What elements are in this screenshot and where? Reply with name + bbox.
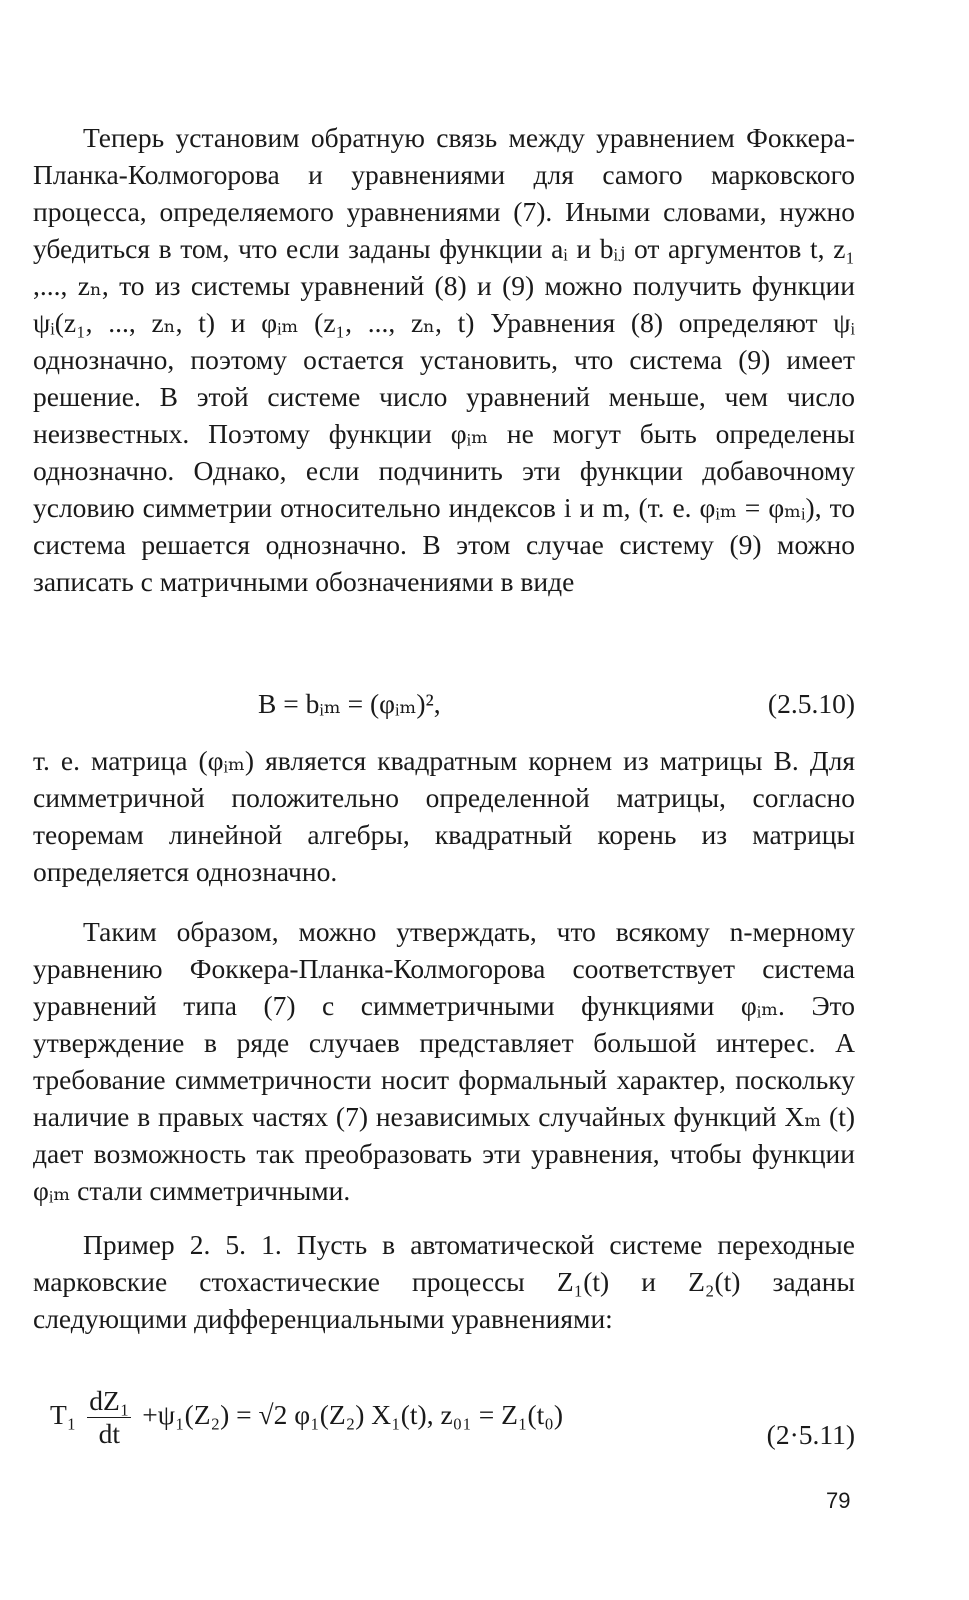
equation-number-2-5-11: (2·5.11) (766, 1419, 855, 1450)
formula-lhs-coefficient: T₁ (50, 1399, 77, 1430)
paragraph-1: Теперь установим обратную связь между уравнением Фоккера-Планка-Колмогорова и уравнениями для самого марковского процесса, определяемого уравнениями (7). Иными словами, нужно убедиться в том, что если заданы функции aᵢ и bᵢⱼ от аргументов t, z₁ ,..., zₙ, то из системы уравнений (8) и (9) можно получить функции ψᵢ(z₁, ..., zₙ, t) и φᵢₘ (z₁, ..., zₙ, t) Уравнения (8) определяют ψᵢ однозначно, поэтому остается установить, что система (9) имеет решение. В этой системе число уравнений меньше, чем число неизвестных. Поэтому функции φᵢₘ не могут быть определены однозначно. Однако, если подчинить эти функции добавочному условию симметрии относительно индексов i и m, (т. е. φᵢₘ = φₘᵢ), то система решается однозначно. В этом случае систему (9) можно записать с матричными обозначениями в виде (33, 122, 855, 597)
formula-2-5-10 (33, 685, 855, 725)
paragraph-4: Пример 2. 5. 1. Пусть в автоматической системе переходные марковские стохастические процессы Z₁(t) и Z₂(t) заданы следующими дифференциальными уравнениями: (33, 1229, 855, 1334)
page-number: 79 (826, 1488, 851, 1513)
equation-number-2-5-10: (2.5.10) (767, 688, 855, 719)
formula-2-5-11 (50, 1380, 855, 1460)
fraction-numerator: dZ₁ (89, 1385, 130, 1417)
formula-2-5-11-body (50, 1380, 563, 1450)
derivative-fraction (87, 1385, 131, 1450)
paragraph-2: т. е. матрица (φᵢₘ) является квадратным корнем из матрицы B. Для симметричной положительно определенной матрицы, согласно теоремам линейной алгебры, квадратный корень из матрицы определяется однозначно. (33, 745, 855, 887)
paragraph-3: Таким образом, можно утверждать, что всякому n-мерному уравнению Фоккера-Планка-Колмогорова соответствует система уравнений типа (7) с симметричными функциями φᵢₘ. Это утверждение в ряде случаев представляет большой интерес. А требование симметричности носит формальный характер, поскольку наличие в правых частях (7) независимых случайных функций Xₘ (t) дает возможность так преобразовать эти уравнения, чтобы функции φᵢₘ стали симметричными. (33, 916, 855, 1206)
formula-2-5-10-body: B = bᵢₘ = (φᵢₘ)², (258, 688, 441, 719)
fraction-denominator: dt (98, 1418, 121, 1450)
formula-rest: +ψ₁(Z₂) = √2 φ₁(Z₂) X₁(t), z₀₁ = Z₁(t₀) (142, 1399, 564, 1430)
